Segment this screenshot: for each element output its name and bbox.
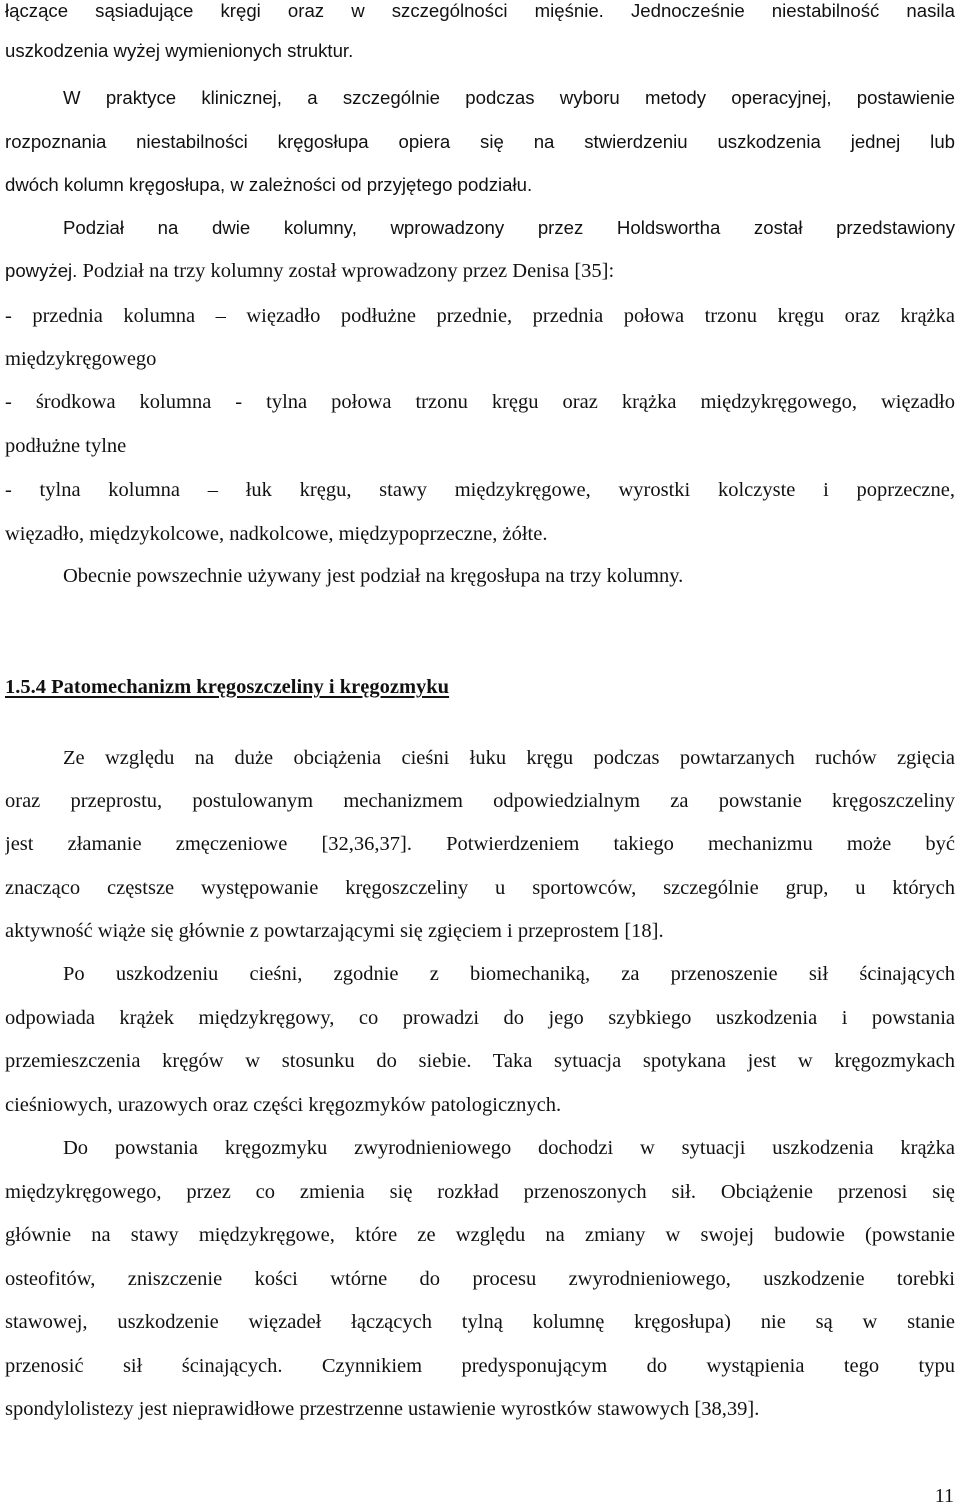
- text-line: podłużne tylne: [5, 435, 127, 457]
- text-line: spondylolistezy jest nieprawidłowe przestrzenne ustawienie wyrostków stawowych [38,39].: [5, 1398, 760, 1420]
- text-line: stawowej, uszkodzenie więzadeł łączących tylną kolumnę kręgosłupa) nie są w stanie: [5, 1311, 955, 1333]
- text-line: uszkodzenia wyżej wymienionych struktur.: [5, 40, 354, 61]
- text-line: W praktyce klinicznej, a szczególnie podczas wyboru metody operacyjnej, postawienie: [63, 87, 955, 108]
- list-item: - środkowa kolumna - tylna połowa trzonu kręgu oraz krążka międzykręgowego, więzadło: [5, 391, 955, 413]
- text-line: łączące sąsiadujące kręgi oraz w szczególności mięśnie. Jednocześnie niestabilność nasila: [5, 0, 955, 21]
- text-line: rozpoznania niestabilności kręgosłupa opiera się na stwierdzeniu uszkodzenia jednej lub: [5, 131, 955, 152]
- text-line: aktywność wiąże się głównie z powtarzającymi się zgięciem i przeprostem [18].: [5, 920, 664, 942]
- text-fragment: powyżej.: [5, 260, 78, 281]
- list-item: - tylna kolumna – łuk kręgu, stawy międzykręgowe, wyrostki kolczyste i poprzeczne,: [5, 479, 955, 501]
- text-line: Ze względu na duże obciążenia cieśni łuku kręgu podczas powtarzanych ruchów zgięcia: [63, 747, 955, 769]
- text-fragment: Podział na trzy kolumny został wprowadzony przez Denisa [35]:: [82, 260, 615, 282]
- mixed-line: [5, 256, 955, 286]
- text-line: Po uszkodzeniu cieśni, zgodnie z biomechaniką, za przenoszenie sił ścinających: [63, 963, 955, 985]
- text-line: międzykręgowego: [5, 348, 157, 370]
- text-line: międzykręgowego, przez co zmienia się rozkład przenoszonych sił. Obciążenie przenosi się: [5, 1181, 955, 1203]
- text-line: głównie na stawy międzykręgowe, które ze względu na zmiany w swojej budowie (powstanie: [5, 1224, 955, 1246]
- text-line: jest złamanie zmęczeniowe [32,36,37]. Potwierdzeniem takiego mechanizmu może być: [5, 833, 955, 855]
- text-line: przenosić sił ścinających. Czynnikiem predysponującym do wystąpienia tego typu: [5, 1355, 955, 1377]
- list-item: - przednia kolumna – więzadło podłużne przednie, przednia połowa trzonu kręgu oraz krążka: [5, 305, 955, 327]
- section-heading: 1.5.4 Patomechanizm kręgoszczeliny i kręgozmyku: [5, 676, 450, 698]
- text-line: Podział na dwie kolumny, wprowadzony przez Holdswortha został przedstawiony: [63, 217, 955, 238]
- text-line: więzadło, międzykolcowe, nadkolcowe, międzypoprzeczne, żółte.: [5, 523, 548, 545]
- text-line: przemieszczenia kręgów w stosunku do siebie. Taka sytuacja spotykana jest w kręgozmykach: [5, 1050, 955, 1072]
- page-number: 11: [934, 1485, 954, 1507]
- text-line: Obecnie powszechnie używany jest podział na kręgosłupa na trzy kolumny.: [63, 565, 684, 587]
- text-line: oraz przeprostu, postulowanym mechanizmem odpowiedzialnym za powstanie kręgoszczeliny: [5, 790, 955, 812]
- text-line: odpowiada krążek międzykręgowy, co prowadzi do jego szybkiego uszkodzenia i powstania: [5, 1007, 955, 1029]
- text-line: dwóch kolumn kręgosłupa, w zależności od przyjętego podziału.: [5, 174, 533, 195]
- text-line: znacząco częstsze występowanie kręgoszczeliny u sportowców, szczególnie grup, u których: [5, 877, 955, 899]
- text-line: osteofitów, zniszczenie kości wtórne do procesu zwyrodnieniowego, uszkodzenie torebki: [5, 1268, 955, 1290]
- text-line: Do powstania kręgozmyku zwyrodnieniowego dochodzi w sytuacji uszkodzenia krążka: [63, 1137, 955, 1159]
- text-line: cieśniowych, urazowych oraz części kręgozmyków patologicznych.: [5, 1094, 562, 1116]
